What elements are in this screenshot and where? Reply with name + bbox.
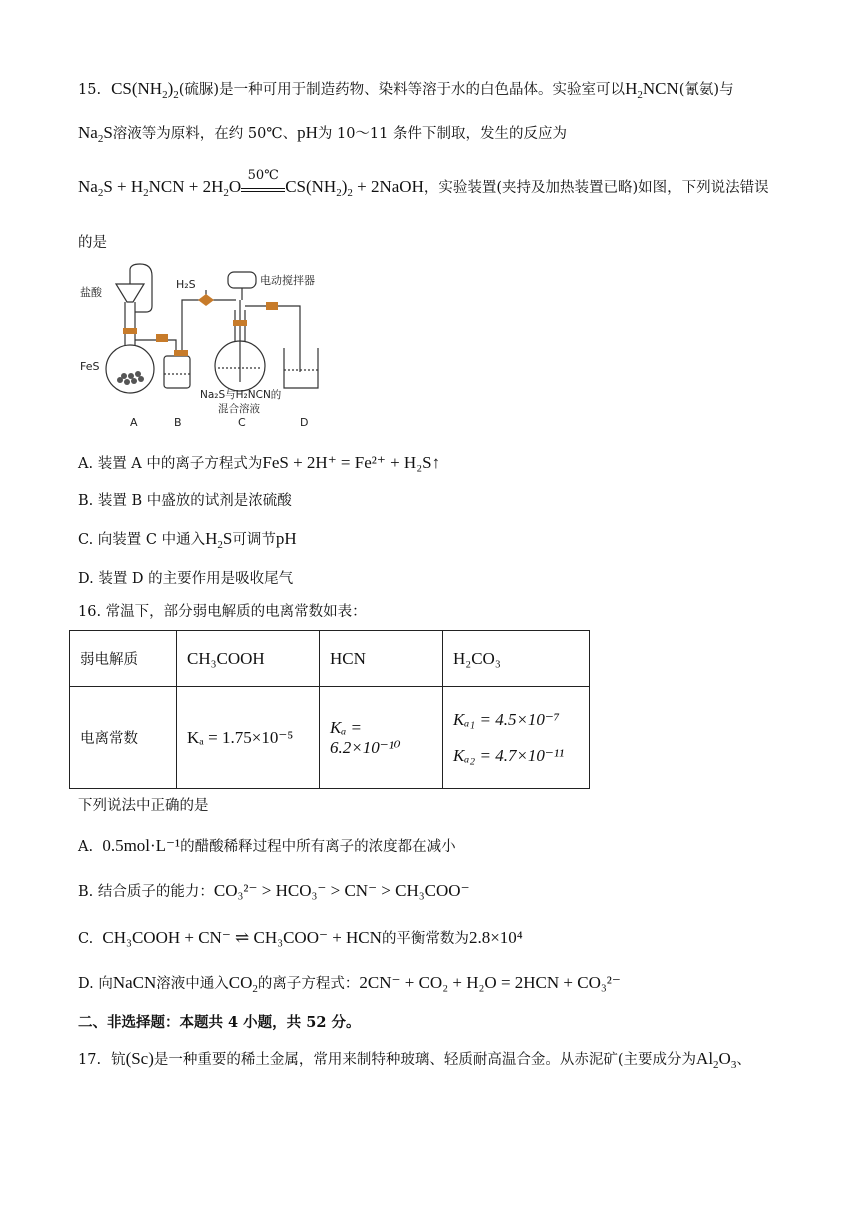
section-heading: 二、非选择题：本题共 4 小题，共 52 分。 — [78, 1014, 361, 1031]
ka-cell — [443, 687, 590, 789]
ionization-constant-table — [69, 630, 590, 789]
mix-solution-label-1: Na₂S与H₂NCN的 — [200, 389, 282, 401]
q15-reaction-line — [78, 168, 769, 204]
question-number: 15. — [78, 82, 102, 98]
h2s-label: H₂S — [176, 278, 196, 291]
reaction-condition — [241, 168, 285, 192]
stirrer-label: 电动搅拌器 — [260, 274, 315, 287]
connector-icon — [266, 302, 278, 310]
option-a-concentration: 0.5mol·L⁻¹ — [102, 836, 181, 855]
h2s-formula: $H_2S$ — [205, 529, 233, 551]
reaction-temperature: 50℃ — [247, 168, 279, 183]
q16-stem: 16. 常温下，部分弱电解质的电离常数如表： — [78, 604, 367, 620]
fes-label: FeS — [80, 360, 100, 373]
ph-symbol: pH — [297, 123, 318, 142]
q17-line1 — [78, 1048, 751, 1076]
label-a: A — [130, 416, 138, 429]
option-a-text: A. 装置 A 中的离子方程式为 — [78, 456, 263, 472]
option-c-equation: CH₃COOH + CN⁻ ⇌ CH₃COO⁻ + HCN — [102, 928, 382, 947]
q15-line2-b: 为 10～11 条件下制取，发生的反应为 — [317, 126, 567, 142]
stopper-icon — [233, 320, 247, 326]
q15-line4: 的是 — [78, 235, 107, 251]
question-number: 17. — [78, 1052, 102, 1068]
q17-text-b: 是一种重要的稀土金属，常用来制特种玻璃、轻质耐高温合金。从赤泥矿(主要成分为 — [153, 1052, 697, 1068]
table-row — [70, 687, 590, 789]
ka-cell: Kₐ = 6.2×10⁻¹⁰ — [320, 687, 443, 789]
label-b: B — [174, 416, 182, 429]
stopcock-icon — [198, 294, 214, 306]
option-d-text-c: 的离子方程式： — [257, 976, 360, 992]
q15-line2-a: 溶液等为原料，在约 50℃、 — [112, 126, 298, 142]
option-c-text: 的平衡常数为 — [381, 931, 469, 947]
option-d-equation: 2CN⁻ + CO₂ + H₂O = 2HCN + CO₃²⁻ — [359, 973, 621, 992]
q15-line1 — [78, 78, 734, 106]
q15-intro-a: (硫脲)是一种可用于制造药物、染料等溶于水的白色晶体。实验室可以 — [178, 82, 626, 98]
beaker-d-icon — [284, 348, 318, 388]
option-c-pre: C. — [78, 931, 94, 947]
option-a-equation: FeS + 2H⁺ = Fe²⁺ + H₂S↑ — [262, 453, 441, 472]
label-d: D — [300, 416, 309, 429]
reaction-products: $CS(NH_2)_2$ + 2NaOH — [285, 177, 424, 199]
na2s-formula: $Na_2S$ — [78, 123, 113, 145]
flask-a-icon — [106, 345, 154, 393]
ph-symbol: pH — [275, 529, 297, 548]
q17-text-a: 钪 — [111, 1052, 126, 1068]
header-cell: 弱电解质 — [70, 631, 177, 687]
thiourea-formula: $CS(NH_2)_2$ — [111, 79, 179, 101]
table-header-row — [70, 631, 590, 687]
row-label-cell: 电离常数 — [70, 687, 177, 789]
q15-line2 — [78, 122, 567, 150]
hcl-label: 盐酸 — [80, 286, 102, 299]
option-d-text-b: 溶液中通入 — [156, 976, 229, 992]
dropping-funnel-icon — [116, 284, 144, 302]
co2-formula: $CO_2$ — [228, 973, 258, 995]
reaction-reactants: $Na_2S + H_2NCN + 2H_2O$ — [78, 177, 242, 199]
header-cell: CH₃COOH — [177, 631, 320, 687]
q15-option-a — [78, 452, 440, 475]
connector-icon — [156, 334, 168, 342]
stopper-icon — [123, 328, 137, 334]
cyanamide-formula: $H_2NCN$ — [625, 79, 679, 101]
option-a-text: 的醋酸稀释过程中所有离子的浓度都在减小 — [180, 839, 456, 855]
sc-symbol: (Sc) — [125, 1049, 154, 1068]
q16-option-c — [78, 927, 523, 950]
ka-cell: Kₐ = 1.75×10⁻⁵ — [177, 687, 320, 789]
stopper-icon — [174, 350, 188, 356]
option-c-value: 2.8×10⁴ — [468, 928, 523, 947]
q15-intro-b: (氰氨)与 — [678, 82, 734, 98]
ka2-value: Kₐ₂ = 4.7×10⁻¹¹ — [453, 745, 565, 765]
label-c: C — [238, 416, 246, 429]
header-cell: HCN — [320, 631, 443, 687]
option-d-text-a: D. 向 — [78, 976, 113, 992]
nacn-formula: NaCN — [112, 973, 157, 992]
option-b-text: B. 结合质子的能力： — [78, 884, 214, 900]
q15-option-b: B. 装置 B 中盛放的试剂是浓硫酸 — [78, 493, 292, 509]
q15-line3-tail: ，实验装置(夹持及加热装置已略)如图，下列说法错误 — [423, 180, 769, 196]
option-c-text-a: C. 向装置 C 中通入 — [78, 532, 206, 548]
header-cell: H₂CO₃ — [443, 631, 590, 687]
ka1-value: Kₐ₁ = 4.5×10⁻⁷ — [453, 709, 560, 729]
option-b-equation: CO₃²⁻ > HCO₃⁻ > CN⁻ > CH₃COO⁻ — [213, 881, 470, 900]
bottle-b-icon — [164, 356, 190, 388]
mix-solution-label-2: 混合溶液 — [218, 403, 260, 415]
electric-stirrer-icon — [228, 272, 256, 288]
q17-text-c: 、 — [736, 1052, 751, 1068]
option-a-pre: A. — [78, 839, 94, 855]
q16-after: 下列说法中正确的是 — [78, 798, 209, 814]
option-c-text-b: 可调节 — [232, 532, 276, 548]
q16-option-d — [78, 972, 621, 1000]
apparatus-diagram — [78, 262, 328, 432]
q15-option-c — [78, 528, 297, 556]
q16-option-b — [78, 880, 470, 903]
q15-option-d: D. 装置 D 的主要作用是吸收尾气 — [78, 571, 294, 587]
al2o3-formula: $Al_2O_3$ — [696, 1049, 737, 1071]
q16-option-a — [78, 835, 456, 858]
